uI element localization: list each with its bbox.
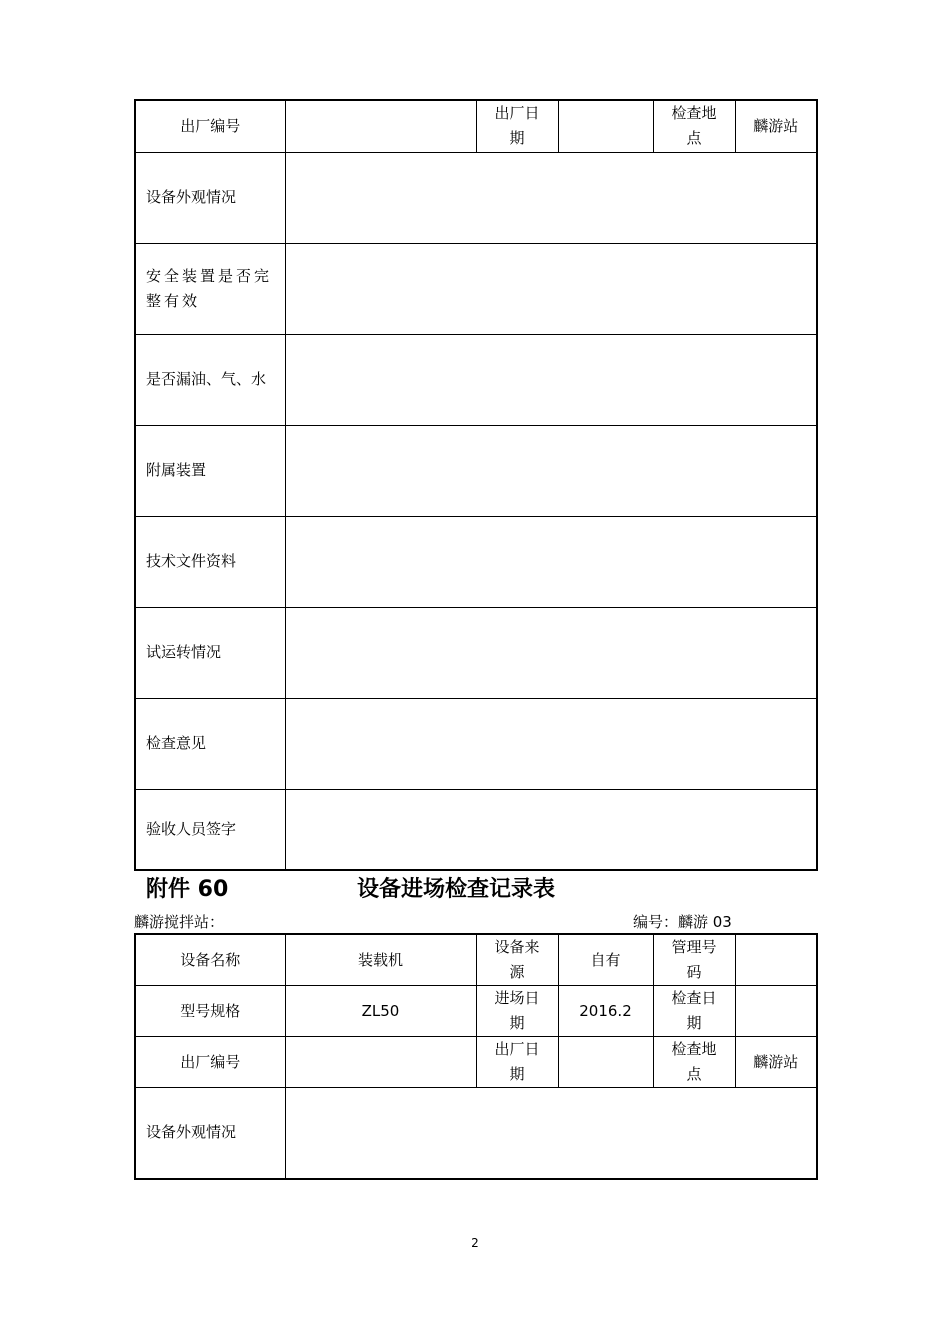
inspection-table-continued <box>134 99 818 871</box>
value-equipment-name[interactable]: 装载机 <box>285 934 476 986</box>
annex-label: 附件 60 <box>146 877 229 902</box>
label-attachments: 附属装置 <box>135 425 285 516</box>
value-attachments[interactable] <box>285 425 817 516</box>
value-inspection-place[interactable]: 麟游站 <box>735 100 817 152</box>
label-model-spec: 型号规格 <box>135 986 285 1037</box>
value-inspection-date[interactable] <box>735 986 817 1037</box>
value-equipment-source[interactable]: 自有 <box>558 934 653 986</box>
label-factory-date: 出厂日期 <box>476 100 558 152</box>
label-appearance-2: 设备外观情况 <box>135 1088 285 1179</box>
value-factory-number-2[interactable] <box>285 1037 476 1088</box>
value-tech-documents[interactable] <box>285 516 817 607</box>
label-tech-documents: 技术文件资料 <box>135 516 285 607</box>
label-inspection-place: 检查地点 <box>653 100 735 152</box>
label-equipment-source: 设备来源 <box>476 934 558 986</box>
label-equipment-name: 设备名称 <box>135 934 285 986</box>
label-trial-run: 试运转情况 <box>135 607 285 698</box>
station-label: 麟游搅拌站： <box>134 913 225 931</box>
value-factory-number[interactable] <box>285 100 476 152</box>
value-appearance[interactable] <box>285 152 817 243</box>
label-factory-number: 出厂编号 <box>135 100 285 152</box>
page-number: 2 <box>471 1236 479 1250</box>
value-management-number[interactable] <box>735 934 817 986</box>
label-signature: 验收人员签字 <box>135 789 285 870</box>
value-inspection-opinion[interactable] <box>285 698 817 789</box>
value-model-spec[interactable]: ZL50 <box>285 986 476 1037</box>
label-safety-device: 安全装置是否完整有效 <box>135 243 285 334</box>
value-leakage[interactable] <box>285 334 817 425</box>
label-factory-date-2: 出厂日期 <box>476 1037 558 1088</box>
inspection-table <box>134 933 818 1180</box>
label-appearance: 设备外观情况 <box>135 152 285 243</box>
form-title: 设备进场检查记录表 <box>357 877 556 902</box>
serial-number: 编号：麟游 03 <box>633 913 732 931</box>
value-factory-date[interactable] <box>558 100 653 152</box>
value-trial-run[interactable] <box>285 607 817 698</box>
label-inspection-place-2: 检查地点 <box>653 1037 735 1088</box>
value-factory-date-2[interactable] <box>558 1037 653 1088</box>
label-factory-number-2: 出厂编号 <box>135 1037 285 1088</box>
value-safety-device[interactable] <box>285 243 817 334</box>
label-management-number: 管理号码 <box>653 934 735 986</box>
value-entry-date[interactable]: 2016.2 <box>558 986 653 1037</box>
value-signature[interactable] <box>285 789 817 870</box>
value-inspection-place-2[interactable]: 麟游站 <box>735 1037 817 1088</box>
label-inspection-date: 检查日期 <box>653 986 735 1037</box>
label-inspection-opinion: 检查意见 <box>135 698 285 789</box>
label-entry-date: 进场日期 <box>476 986 558 1037</box>
value-appearance-2[interactable] <box>285 1088 817 1179</box>
label-leakage: 是否漏油、气、水 <box>135 334 285 425</box>
